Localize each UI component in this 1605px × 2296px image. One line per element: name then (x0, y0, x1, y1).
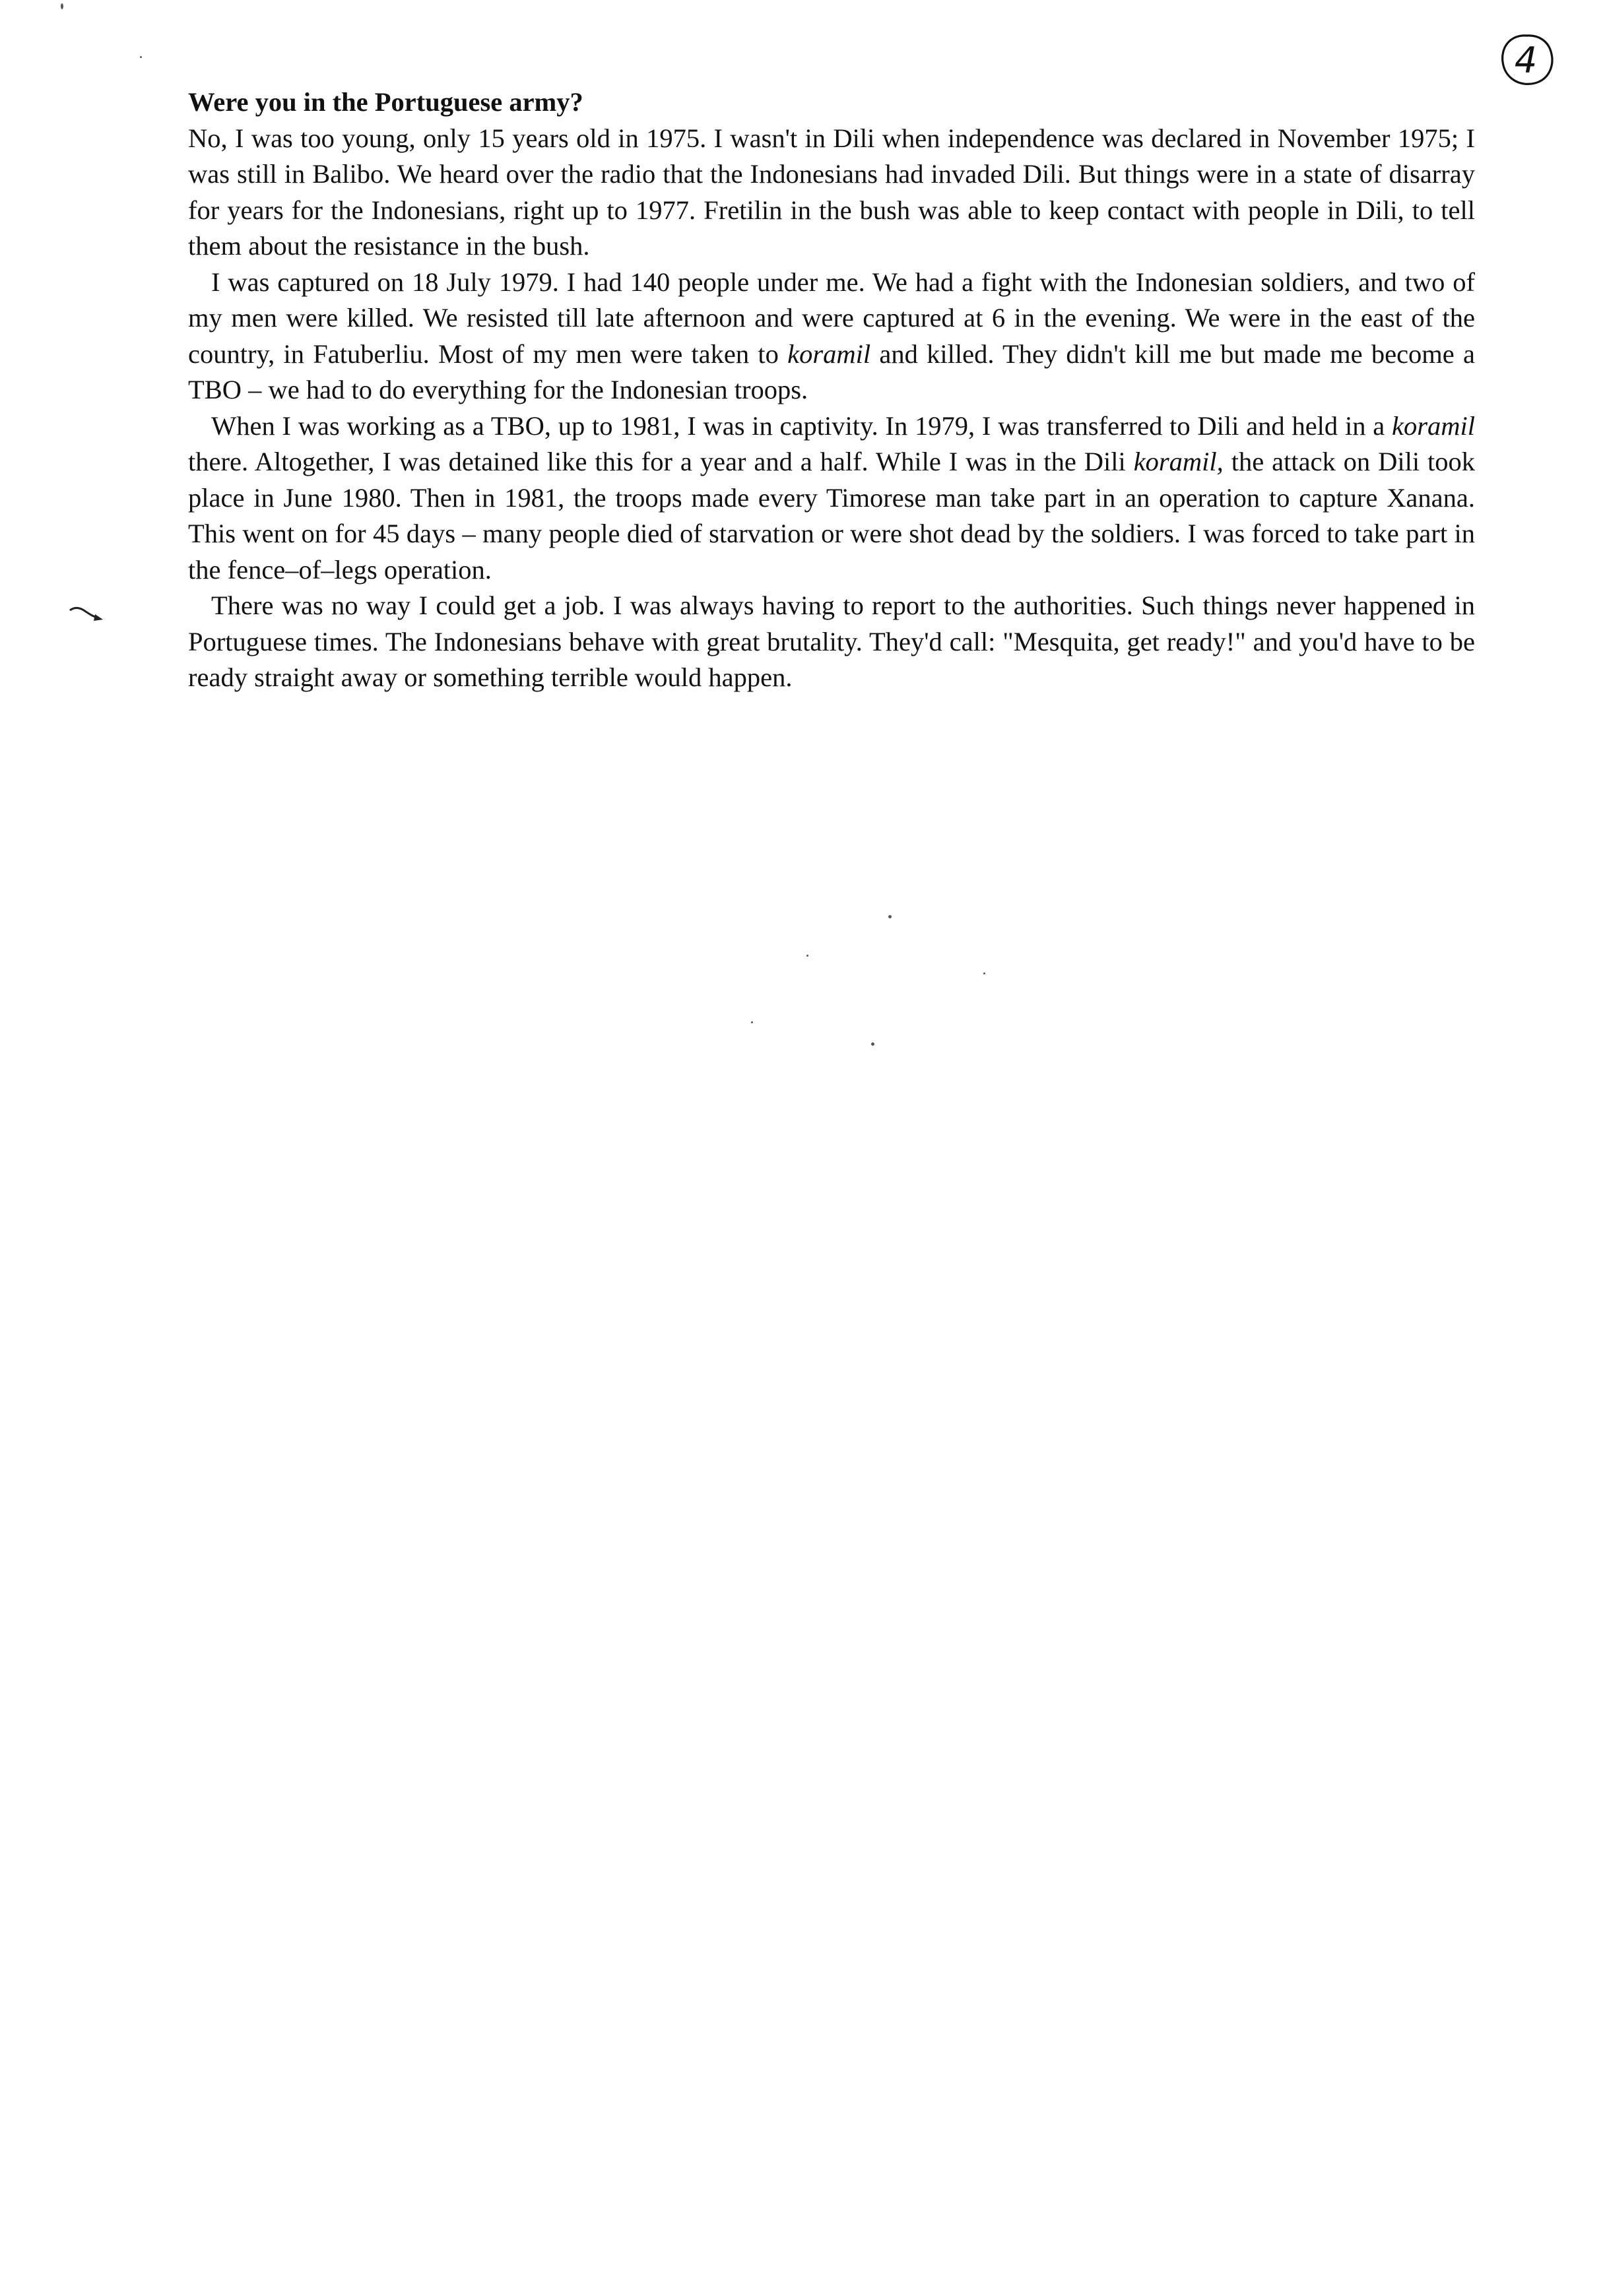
italic-term: koramil (787, 338, 871, 369)
answer-paragraph (188, 588, 1475, 696)
paragraph-text: and killed. They didn't kill me but made me become a TBO – we had to do everything for the Indonesian troops. (188, 338, 1475, 404)
scan-speck (61, 3, 63, 9)
italic-term: koramil (1392, 410, 1475, 441)
paragraph-text: When I was working as a TBO, up to 1981, I was in captivity. In 1979, I was transferred to Dili and held in a (211, 410, 1392, 441)
interview-text (188, 84, 1475, 696)
paragraph-text: there. Altogether, I was detained like this for a year and a half. While I was in the Dili (188, 447, 1134, 476)
scan-speck (140, 56, 142, 58)
circled-page-number-icon (1497, 30, 1556, 90)
handwritten-page-number (1497, 30, 1556, 90)
margin-mark-icon (69, 604, 106, 626)
answer-paragraph (188, 408, 1475, 589)
paragraph-text: No, I was too young, only 15 years old in 1975. I wasn't in Dili when independence was declared in November 1975; I was still in Balibo. We heard over the radio that the Indonesians had invaded Dili. But things were in a state of disarray for years for the Indonesians, right up to 1977. Fretilin in the bush was able to keep contact with people in Dili, to tell them about the resistance in the bush. (188, 123, 1475, 261)
scan-speck (751, 1021, 753, 1023)
scan-speck (806, 955, 808, 957)
paragraph-text: I was captured on 18 July 1979. I had 140 people under me. We had a fight with the Indonesian soldiers, and two of my men were killed. We resisted till late afternoon and were captured at 6 in the evening. We were in the east of the country, in Fatuberliu. Most of my men were taken to (188, 267, 1475, 369)
answer-paragraph (188, 265, 1475, 408)
paragraph-text: There was no way I could get a job. I was always having to report to the authorities. Such things never happened in Portuguese times. The Indonesians behave with great brutality. They'd call: "Mesquita, get ready!" and you'd have to be ready straight away or something terrible would happen. (188, 590, 1475, 692)
paragraph-text: the attack on Dili took place in June 1980. Then in 1981, the troops made every Timorese man take part in an operation to capture Xanana. This went on for 45 days – many people died of starvation or were shot dead by the soldiers. I was forced to take part in the fence–of–legs operation. (188, 447, 1475, 585)
page-number-label: 4 (1514, 40, 1538, 81)
italic-term: koramil, (1133, 447, 1224, 476)
scan-speck (871, 1042, 874, 1046)
answer-paragraph (188, 121, 1475, 265)
scan-speck (983, 973, 985, 974)
scan-speck (888, 915, 892, 918)
question-heading: Were you in the Portuguese army? (188, 87, 583, 117)
